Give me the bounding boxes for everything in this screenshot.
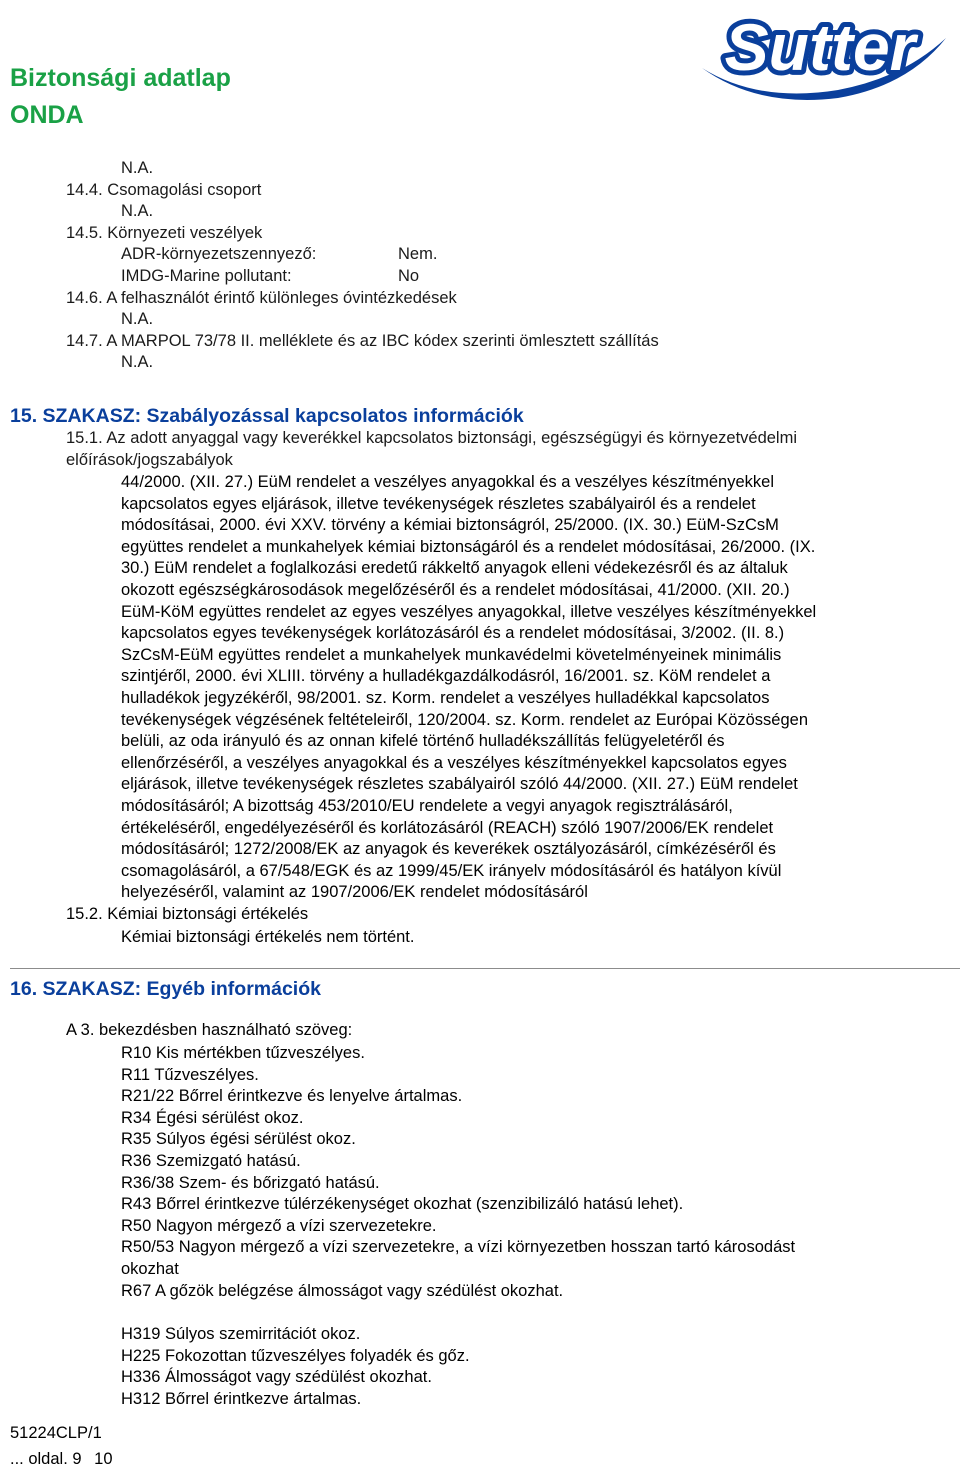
section-15-heading: 15. SZAKASZ: Szabályozással kapcsolatos információk bbox=[10, 405, 524, 427]
section-16-heading: 16. SZAKASZ: Egyéb információk bbox=[10, 978, 321, 1000]
regulation-text-line: módosításai, 2000. évi XXV. törvény a kémiai biztonságról, 25/2000. (IX. 30.) EüM-SzCsM bbox=[121, 516, 779, 535]
regulation-text-line: kapcsolatos egyes tevékenységek korlátozásáról és a rendelet módosításai, 3/2002. (II. 8.) bbox=[121, 624, 785, 643]
section-divider bbox=[10, 968, 960, 969]
r-phrase-item: R36 Szemizgató hatású. bbox=[121, 1152, 301, 1170]
h-phrase-item: H319 Súlyos szemirritációt okoz. bbox=[121, 1325, 361, 1343]
section-14-line: IMDG-Marine pollutant: bbox=[121, 267, 292, 285]
product-name: ONDA bbox=[10, 101, 84, 129]
page-number bbox=[10, 1450, 113, 1469]
section-14-line: N.A. bbox=[121, 310, 154, 329]
r-phrase-item: R67 A gőzök belégzése álmosságot vagy szédülést okozhat. bbox=[121, 1281, 564, 1300]
regulation-text-line: módosításáról; A bizottság 453/2010/EU rendelete a vegyi anyagok regisztrálásáról, bbox=[121, 797, 733, 815]
section-14-line: 14.6. A felhasználót érintő különleges óvintézkedések bbox=[66, 288, 457, 307]
regulation-text-line: hulladékok jegyzékéről, 98/2001. sz. Korm. rendelet a veszélyes hulladékkal kapcsolatos bbox=[121, 689, 770, 707]
logo-wordmark: Sutter bbox=[724, 10, 916, 84]
r-phrase-item: R50 Nagyon mérgező a vízi szervezetekre. bbox=[121, 1216, 437, 1235]
regulation-text-line: 44/2000. (XII. 27.) EüM rendelet a veszélyes anyagokkal és a veszélyes készítményekkel bbox=[121, 473, 774, 491]
regulation-text-line: belüli, az oda irányuló és az onnan kifelé történő hulladékszállítás felügyeletéről és bbox=[121, 732, 725, 751]
regulation-text-line: csomagolásáról, a 67/548/EGK és az 1999/45/EK irányelv módosításáról és hatályon kívül bbox=[121, 861, 782, 880]
document-title: Biztonsági adatlap bbox=[10, 64, 231, 92]
regulation-text-line: együttes rendelet a munkahelyek kémiai biztonságáról és a rendelet módosításai, 26/2000. (IX. bbox=[121, 537, 816, 556]
section-14-line: 14.4. Csomagolási csoport bbox=[66, 180, 262, 199]
section-14-line: 14.7. A MARPOL 73/78 II. melléklete és az IBC kódex szerinti ömlesztett szállítás bbox=[66, 331, 659, 350]
h-phrase-item: H312 Bőrrel érintkezve ártalmas. bbox=[121, 1389, 362, 1408]
regulation-text-line: kapcsolatos egyes eljárások, illetve tevékenységek részletes szabályairól és a rendelet bbox=[121, 494, 756, 513]
r-phrase-item: R11 Tűzveszélyes. bbox=[121, 1065, 259, 1084]
section-14-line: N.A. bbox=[121, 353, 154, 372]
regulation-text-line: eljárások, illetve tevékenységek részletes szabályairól szóló 44/2000. (XII. 27.) EüM rendelet bbox=[121, 775, 798, 794]
r-phrase-item: R10 Kis mértékben tűzveszélyes. bbox=[121, 1044, 365, 1062]
r-phrase-item: R50/53 Nagyon mérgező a vízi szervezetekre, a vízi környezetben hosszan tartó károsodást bbox=[121, 1238, 796, 1257]
regulation-text-line: okozott egészségkárosodások megelőzéséről és a rendelet módosításai, 41/2000. (XII. 20.) bbox=[121, 581, 790, 599]
page-label: ... oldal. 9 bbox=[10, 1450, 82, 1468]
h-phrase-item: H336 Álmosságot vagy szédülést okozhat. bbox=[121, 1368, 432, 1387]
r-phrase-item: R35 Súlyos égési sérülést okoz. bbox=[121, 1130, 356, 1149]
section-15-2-text: Kémiai biztonsági értékelés nem történt. bbox=[121, 928, 415, 946]
r-phrase-item: R34 Égési sérülést okoz. bbox=[121, 1108, 304, 1127]
phrase-intro: A 3. bekezdésben használható szöveg: bbox=[66, 1021, 353, 1039]
section-14-line: 14.5. Környezeti veszélyek bbox=[66, 223, 263, 242]
regulation-text-line: értékeléséről, engedélyezéséről és korlátozásáról (REACH) szóló 1907/2006/EK rendelet bbox=[121, 818, 774, 837]
section-15-1-title: 15.1. Az adott anyaggal vagy keverékkel kapcsolatos biztonsági, egészségügyi és környezetvédelmi bbox=[66, 429, 798, 447]
document-code: 51224CLP/1 bbox=[10, 1424, 102, 1442]
page-total: 10 bbox=[94, 1450, 113, 1468]
r-phrase-item: R21/22 Bőrrel érintkezve és lenyelve ártalmas. bbox=[121, 1087, 463, 1106]
sutter-logo bbox=[688, 8, 952, 100]
h-phrase-item: H225 Fokozottan tűzveszélyes folyadék és gőz. bbox=[121, 1346, 470, 1365]
regulation-text-line: ellenőrzéséről, a veszélyes anyagokkal és a veszélyes készítményekkel kapcsolatos egyes bbox=[121, 753, 787, 772]
section-14-line: N.A. bbox=[121, 159, 154, 177]
r-phrase-item: okozhat bbox=[121, 1260, 179, 1278]
regulation-text-line: módosításáról; 1272/2008/EK az anyagok és keverékek osztályozásáról, címkézéséről és bbox=[121, 840, 776, 859]
regulation-text-line: EüM-KöM együttes rendelet az egyes veszélyes anyagokkal, illetve veszélyes készítményekkel bbox=[121, 602, 817, 621]
regulation-text-line: szintjéről, 2000. évi XLIII. törvény a hulladékgazdálkodásról, 16/2001. sz. KöM rendelet a bbox=[121, 667, 771, 686]
regulation-text-line: helyezéséről, valamint az 1907/2006/EK rendelet módosításáról bbox=[121, 883, 588, 902]
regulation-text-line: tevékenységek végzésének feltételeiről, 120/2004. sz. Korm. rendelet az Európai Közösségen bbox=[121, 710, 808, 729]
regulation-text-line: SzCsM-EüM együttes rendelet a munkahelyek munkavédelmi követelményeinek minimális bbox=[121, 645, 782, 664]
section-14-line: ADR-környezetszennyező: bbox=[121, 245, 317, 264]
r-phrase-item: R43 Bőrrel érintkezve túlérzékenységet okozhat (szenzibilizáló hatású lehet). bbox=[121, 1195, 684, 1214]
section-14-line: N.A. bbox=[121, 202, 154, 221]
section-14-value: No bbox=[398, 267, 420, 285]
section-15-2-title: 15.2. Kémiai biztonsági értékelés bbox=[66, 905, 309, 923]
regulation-text-line: 30.) EüM rendelet a foglalkozási eredetű rákkeltő anyagok elleni védekezésről és az általuk bbox=[121, 559, 788, 578]
r-phrase-item: R36/38 Szem- és bőrizgató hatású. bbox=[121, 1173, 380, 1192]
section-15-1-title: előírások/jogszabályok bbox=[66, 451, 233, 469]
section-14-value: Nem. bbox=[398, 245, 438, 264]
